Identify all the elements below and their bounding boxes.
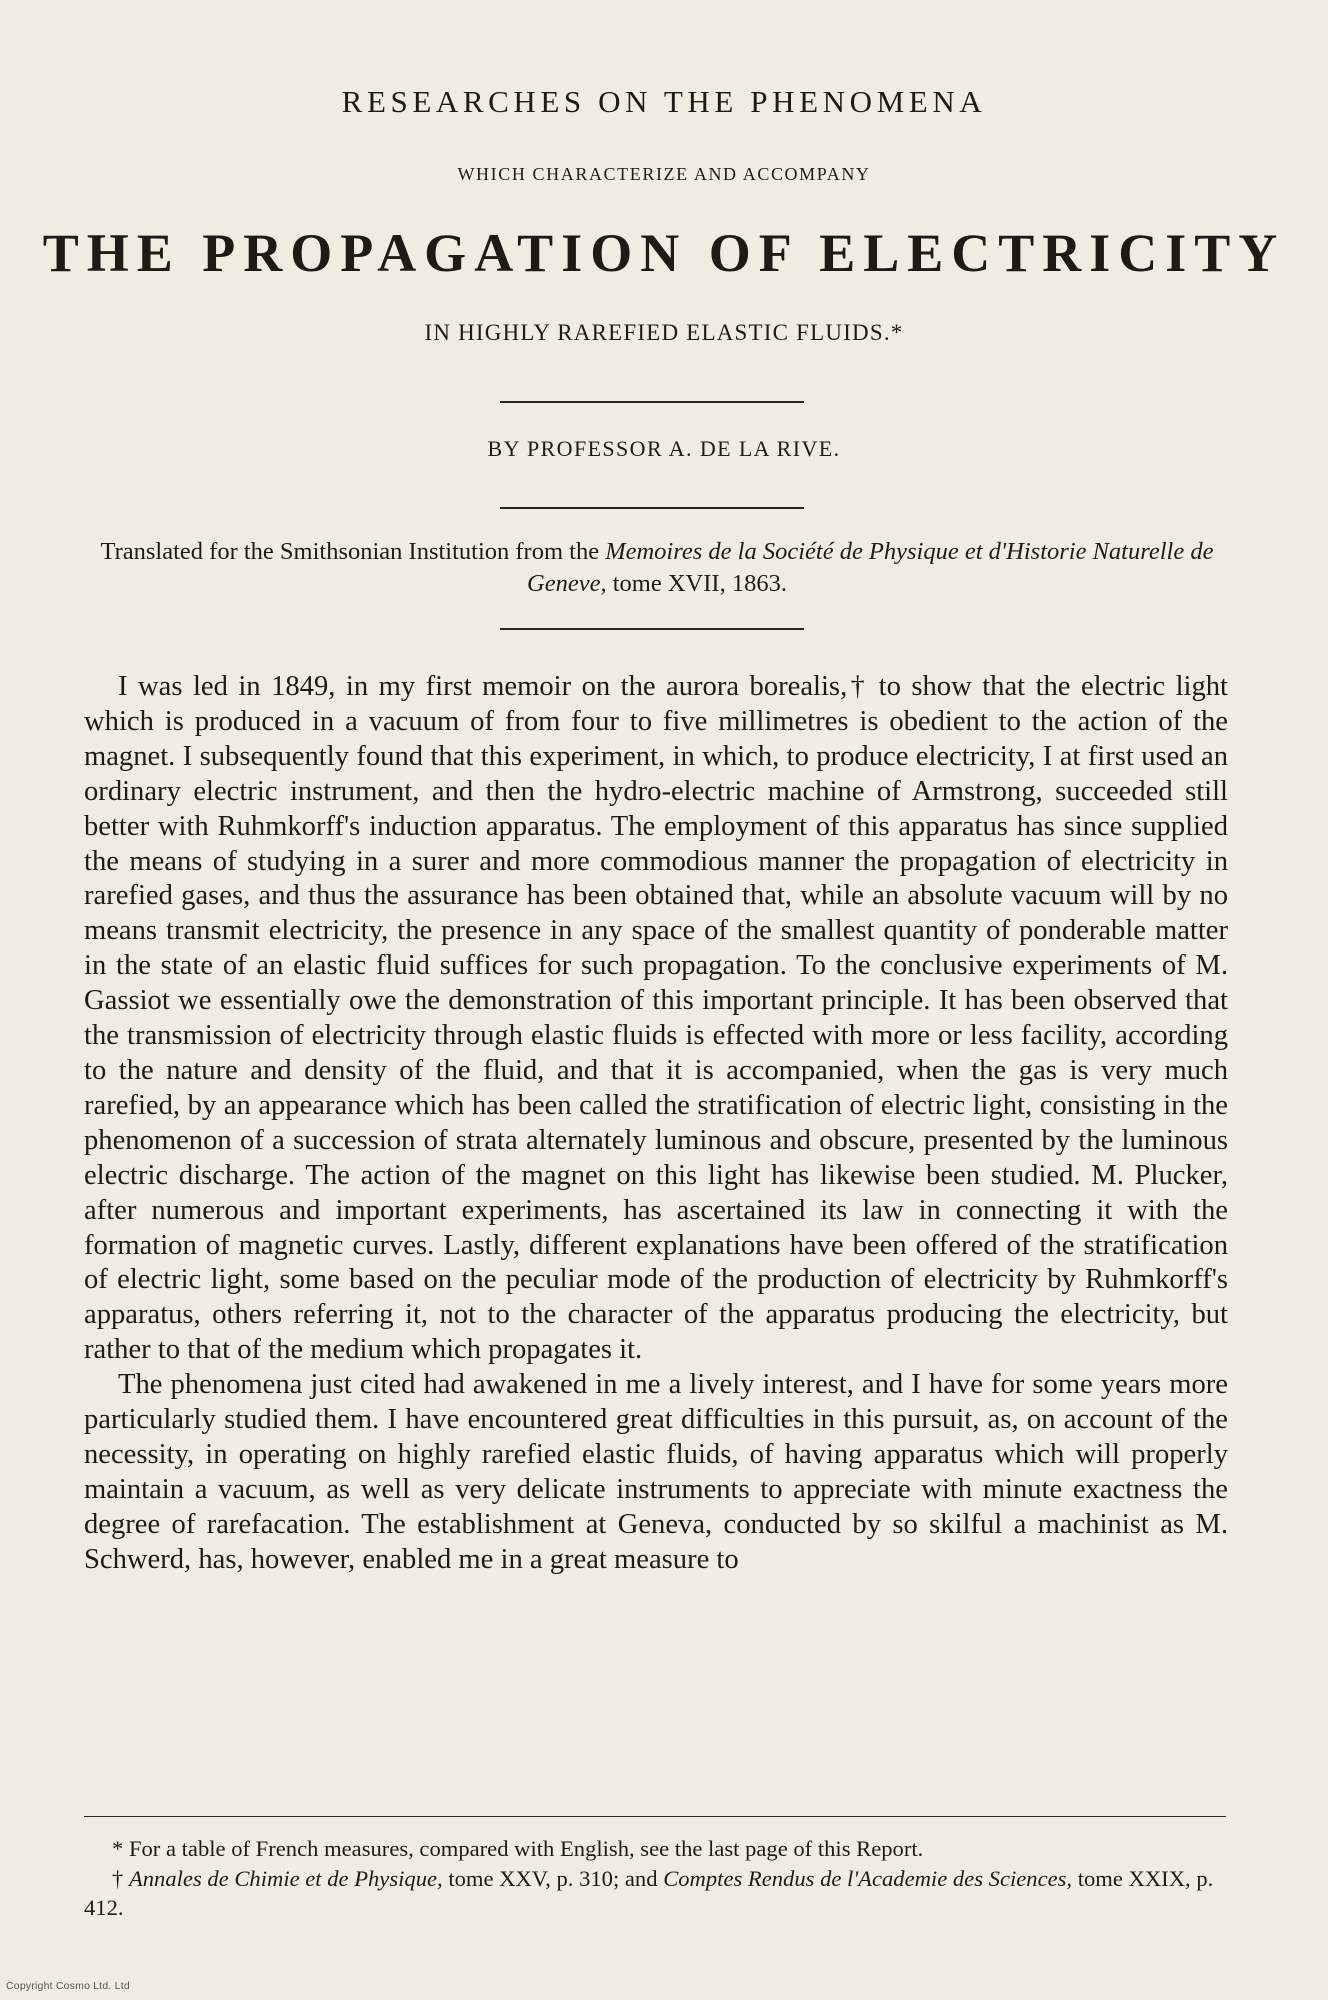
reference-comptes: Comptes Rendus de l'Academie des Sciences,: [663, 1865, 1073, 1891]
translation-tome: tome XVII, 1863.: [606, 570, 787, 597]
title-line-characterize: WHICH CHARACTERIZE AND ACCOMPANY: [457, 164, 871, 184]
paragraph: I was led in 1849, in my first memoir on the aurora borealis,† to show that the electric light which is produced in a vacuum of from four to five millimetres is obedient to the action of the magnet. I subsequently found that this experiment, in which, to produce electricity, I at first used an ordinary electric instrument, and then the hydro-electric machine of Armstrong, succeeded still better with Ruhmkorff's induction apparatus. The employment of this apparatus has since supplied the means of studying in a surer and more commodious manner the propagation of electricity in rarefied gases, and thus the assurance has been obtained that, while an absolute vacuum will by no means transmit electricity, the presence in any space of the smallest quantity of ponderable matter in the state of an elastic fluid suffices for such propagation. To the conclusive experiments of M. Gassiot we essentially owe the demonstration of this important principle. It has been observed that the transmission of electricity through elastic fluids is effected with more or less facility, according to the nature and density of the fluid, and that it is accompanied, when the gas is very much rarefied, by an appearance which has been called the stratification of electric light, consisting in the phenomenon of a succession of strata alternately luminous and obscure, presented by the luminous electric discharge. The action of the magnet on this light has likewise been studied. M. Plucker, after numerous and important experiments, has ascertained its law in connecting it with the formation of magnetic curves. Lastly, different explanations have been offered of the stratification of electric light, some based on the peculiar mode of the production of electricity by Ruhmkorff's apparatus, others referring it, not to the character of the apparatus producing the electricity, but rather to that of the medium which propagates it.: [84, 671, 1228, 1366]
title-line-fluids: IN HIGHLY RAREFIED ELASTIC FLUIDS.*: [424, 320, 904, 345]
translation-source-title: Memoires de la Société de Physique et d'Historie Naturelle de Geneve,: [527, 538, 1214, 597]
reference-annales: Annales de Chimie et de Physique,: [128, 1865, 443, 1891]
copyright-watermark: Copyright Cosmo Ltd. Ltd: [6, 1980, 130, 1992]
translation-text: Translated for the Smithsonian Institution from the: [100, 538, 606, 565]
footnote-measures: * For a table of French measures, compared with English, see the last page of this Report.: [112, 1836, 924, 1861]
reference-text: tome XXV, p. 310; and: [442, 1865, 664, 1891]
divider-rule: [500, 628, 804, 630]
paragraph: The phenomena just cited had awakened in me a lively interest, and I have for some years more particularly studied them. I have encountered great difficulties in this pursuit, as, on account of the necessity, in operating on highly rarefied elastic fluids, of having apparatus which will properly maintain a vacuum, as well as very delicate instruments to appreciate with minute exactness the degree of rarefacation. The establishment at Geneva, conducted by so skilful a machinist as M. Schwerd, has, however, enabled me in a great measure to: [84, 1369, 1228, 1575]
dagger-mark: †: [112, 1865, 129, 1891]
title-line-researches: RESEARCHES ON THE PHENOMENA: [341, 84, 987, 119]
divider-rule: [500, 507, 804, 509]
divider-rule: [500, 401, 804, 403]
reference-tome: tome XXIX, p. 412.: [84, 1865, 1214, 1921]
author-line: BY PROFESSOR A. DE LA RIVE.: [487, 436, 841, 461]
footnote-rule: [84, 1816, 1226, 1817]
main-title: THE PROPAGATION OF ELECTRICITY: [42, 223, 1286, 283]
translation-note: [86, 536, 1228, 600]
body-text: [84, 670, 1228, 1578]
footnote-references: [84, 1864, 1230, 1923]
footnotes: [84, 1834, 1230, 1923]
